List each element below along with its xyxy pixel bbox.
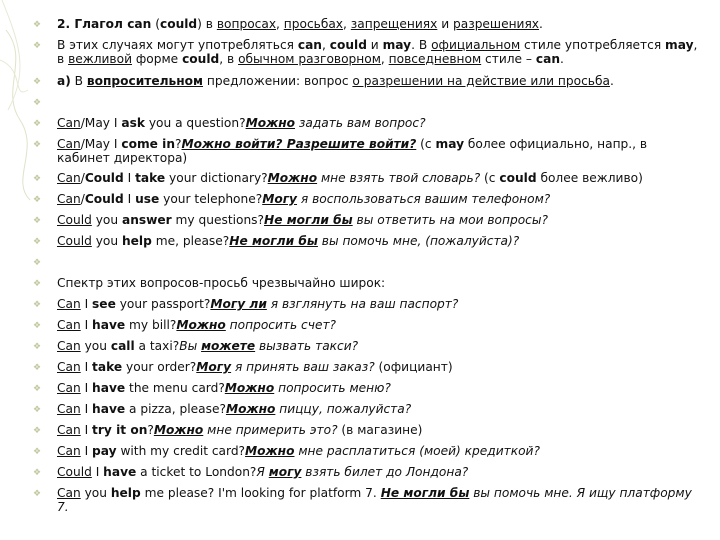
list-item: ❖ Can/Could I use your telephone?Могу я воспользоваться вашим телефоном? bbox=[33, 192, 551, 206]
list-item: ❖ Can I have the menu card?Можно попросить меню? bbox=[33, 381, 391, 395]
list-item-continuation: в вежливой форме could, в обычном разговорном, повседневном стиле – can. bbox=[57, 52, 564, 66]
bullet-icon: ❖ bbox=[33, 342, 42, 352]
bullet-icon: ❖ bbox=[33, 321, 42, 331]
bullet-icon: ❖ bbox=[33, 300, 42, 310]
bullet-icon: ❖ bbox=[33, 363, 42, 373]
list-item: ❖ Could I have a ticket to London?Я могу взять билет до Лондона? bbox=[33, 465, 469, 479]
bullet-icon: ❖ bbox=[33, 405, 42, 415]
list-item-continuation: кабинет директора) bbox=[57, 151, 188, 165]
list-item: ❖ Can I have my bill?Можно попросить счет? bbox=[33, 318, 337, 332]
list-item: ❖ Can I see your passport?Могу ли я взглянуть на ваш паспорт? bbox=[33, 297, 459, 311]
list-item: ❖ Can/Could I take your dictionary?Можно мне взять твой словарь? (с could более вежливо) bbox=[33, 171, 643, 185]
list-item: ❖ Can/May I ask you a question?Можно задать вам вопрос? bbox=[33, 116, 426, 130]
list-item: ❖ Can I try it on?Можно мне примерить это? (в магазине) bbox=[33, 423, 423, 437]
list-item: ❖ Can I have a pizza, please?Можно пиццу, пожалуйста? bbox=[33, 402, 412, 416]
list-item: ❖ Can you help me please? I'm looking for platform 7. Не могли бы вы помочь мне. Я ищу платформу 7. bbox=[33, 486, 692, 514]
list-item: ❖ Can I pay with my credit card?Можно мне расплатиться (моей) кредиткой? bbox=[33, 444, 540, 458]
bullet-icon: ❖ bbox=[33, 468, 42, 478]
bullet-icon: ❖ bbox=[33, 447, 42, 457]
bullet-icon: ❖ bbox=[33, 426, 42, 436]
list-item: ❖ Can you call a taxi?Вы можете вызвать такси? bbox=[33, 339, 359, 353]
bullet-icon: ❖ bbox=[33, 489, 42, 499]
list-item: ❖ Can/May I come in?Можно войти? Разрешите войти? (с may более официально, напр., в bbox=[33, 137, 648, 151]
bullet-icon: ❖ bbox=[33, 279, 42, 289]
bullet-icon: ❖ bbox=[33, 98, 42, 108]
bullet-icon: ❖ bbox=[33, 384, 42, 394]
list-item: ❖ В этих случаях могут употребляться can, could и may. В официальном стиле употребляется may, bbox=[33, 38, 698, 52]
list-item: ❖ Can I take your order?Могу я принять ваш заказ? (официант) bbox=[33, 360, 453, 374]
bullet-icon: ❖ bbox=[33, 258, 42, 268]
bullet-icon: ❖ bbox=[33, 140, 42, 150]
list-item: ❖ Could you answer my questions?Не могли бы вы ответить на мои вопросы? bbox=[33, 213, 548, 227]
list-item: ❖ 2. Глагол can (could) в вопросах, просьбах, запрещениях и разрешениях. bbox=[33, 17, 543, 31]
bullet-icon: ❖ bbox=[33, 195, 42, 205]
list-item: ❖ а) В вопросительном предложении: вопрос о разрешении на действие или просьба. bbox=[33, 74, 614, 88]
bullet-icon: ❖ bbox=[33, 216, 42, 226]
list-item: ❖ Спектр этих вопросов-просьб чрезвычайно широк: bbox=[33, 276, 386, 290]
bullet-icon: ❖ bbox=[33, 77, 42, 87]
bullet-icon: ❖ bbox=[33, 20, 42, 30]
bullet-icon: ❖ bbox=[33, 237, 42, 247]
bullet-icon: ❖ bbox=[33, 174, 42, 184]
list-item: ❖ Could you help me, please?Не могли бы вы помочь мне, (пожалуйста)? bbox=[33, 234, 520, 248]
bullet-icon: ❖ bbox=[33, 41, 42, 51]
bullet-icon: ❖ bbox=[33, 119, 42, 129]
